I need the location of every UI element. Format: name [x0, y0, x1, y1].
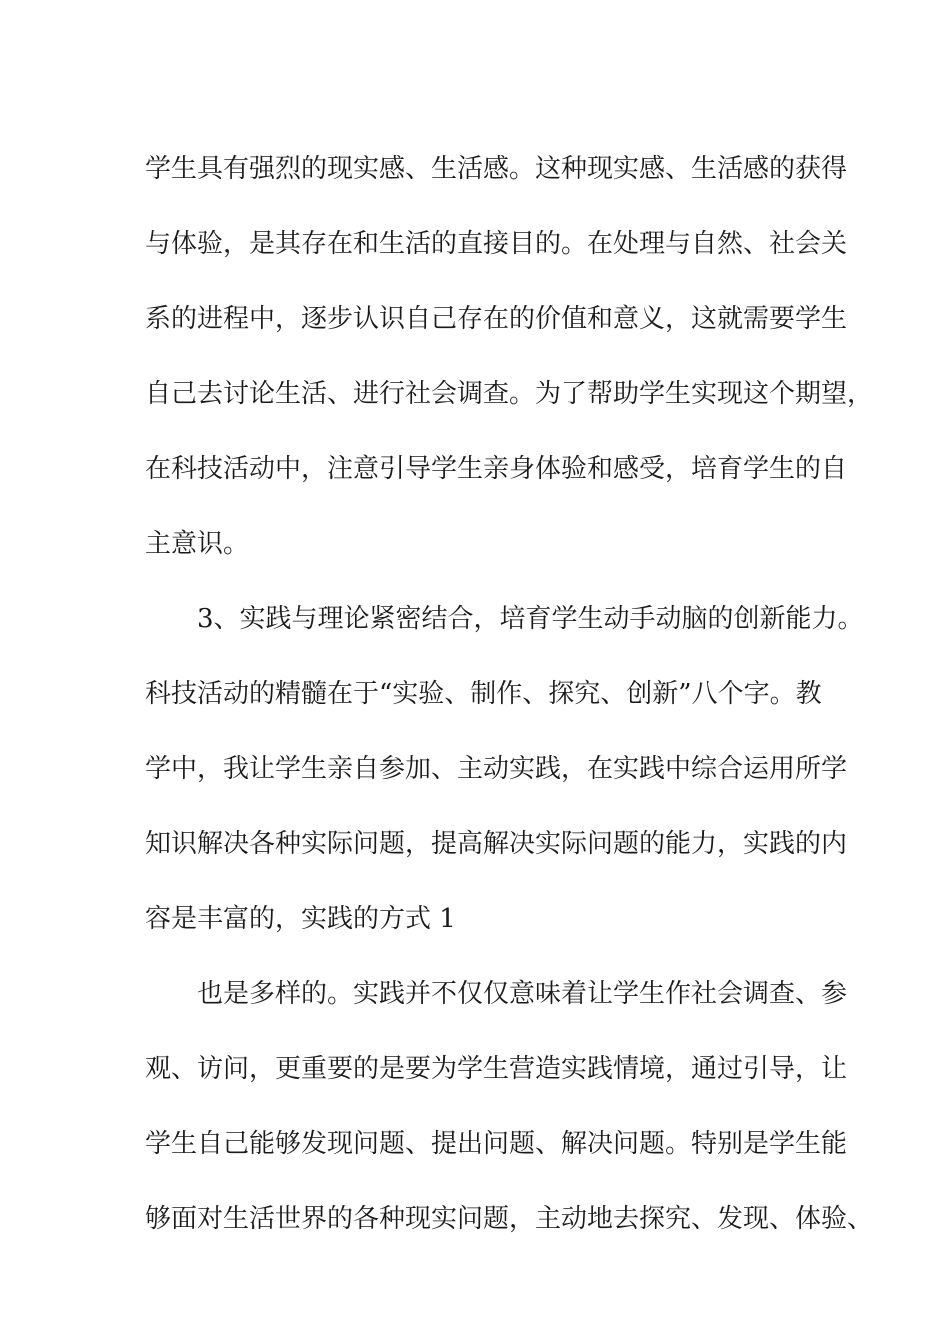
text-line: 3、实践与理论紧密结合，培育学生动手动脑的创新能力。: [197, 604, 864, 634]
text-line: 知识解决各种实际问题，提高解决实际问题的能力，实践的内: [145, 829, 848, 859]
text-line: 学中，我让学生亲自参加、主动实践，在实践中综合运用所学: [145, 754, 848, 784]
text-line: 学生自己能够发现问题、提出问题、解决问题。特别是学生能: [145, 1129, 848, 1159]
text-line: 自己去讨论生活、进行社会调查。为了帮助学生实现这个期望，: [145, 379, 874, 409]
text-line: 与体验，是其存在和生活的直接目的。在处理与自然、社会关: [145, 229, 848, 259]
text-line: 主意识。: [145, 529, 250, 559]
text-line: 也是多样的。实践并不仅仅意味着让学生作社会调查、参: [197, 979, 848, 1009]
text-line: 观、访问，更重要的是要为学生营造实践情境，通过引导，让: [145, 1054, 848, 1084]
document-body: [145, 132, 874, 1257]
paragraph-2: [145, 582, 864, 957]
text-line: 学生具有强烈的现实感、生活感。这种现实感、生活感的获得: [145, 154, 848, 184]
paragraph-1: [145, 132, 874, 582]
text-line: 科技活动的精髓在于“实验、制作、探究、创新”八个字。教: [145, 679, 822, 709]
text-line: 在科技活动中，注意引导学生亲身体验和感受，培育学生的自: [145, 454, 848, 484]
text-line: 容是丰富的，实践的方式 1: [145, 904, 456, 934]
paragraph-3: [145, 957, 874, 1257]
text-line: 够面对生活世界的各种现实问题，主动地去探究、发现、体验、: [145, 1204, 874, 1234]
text-line: 系的进程中，逐步认识自己存在的价值和意义，这就需要学生: [145, 304, 848, 334]
